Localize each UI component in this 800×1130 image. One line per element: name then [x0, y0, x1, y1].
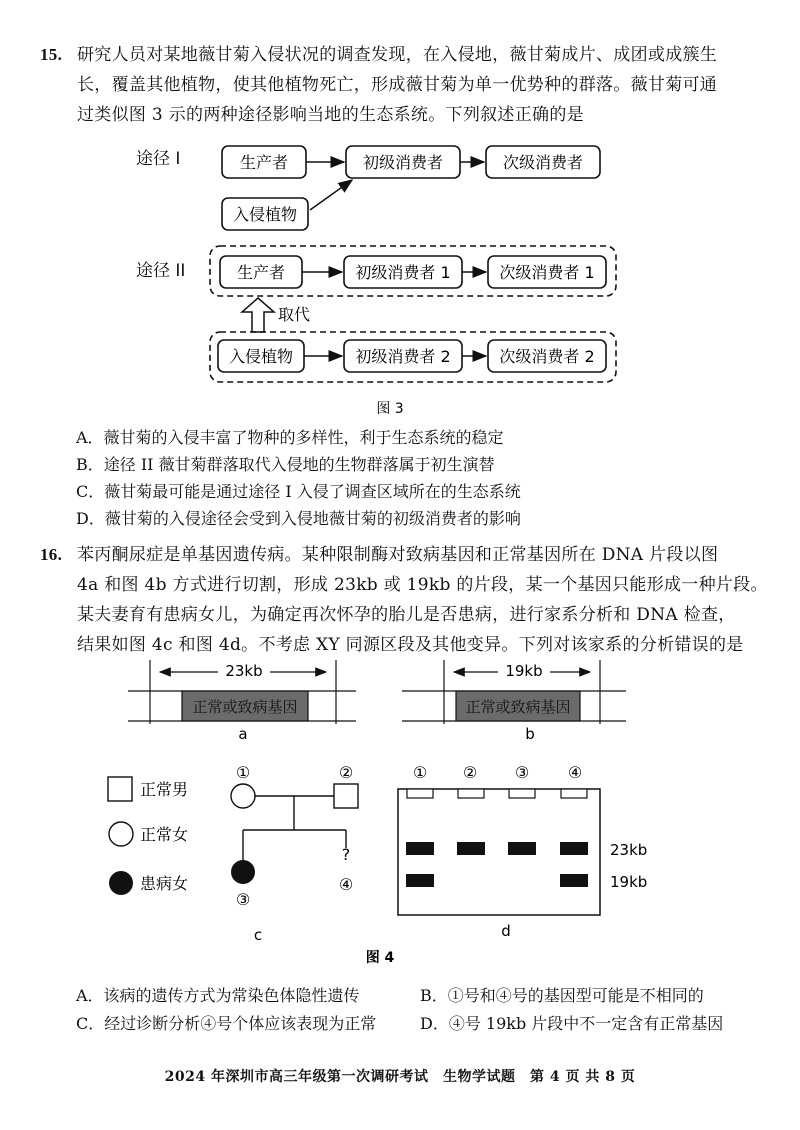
electrophoresis-d: [398, 763, 647, 940]
figure-4-caption: 图 4: [365, 950, 395, 966]
well-4: [561, 789, 587, 798]
replace-label: 取代: [278, 305, 311, 324]
pedigree-individual-3: [231, 860, 255, 884]
path1-secondary: 次级消费者: [502, 153, 584, 172]
legend-male-label: 正常男: [140, 780, 189, 799]
gene-label-a: 正常或致病基因: [192, 698, 298, 716]
pedigree-label-2: ②: [338, 763, 354, 782]
legend-affected-symbol: [109, 871, 133, 895]
path1-producer: 生产者: [239, 153, 289, 172]
path1-arrow-3: [310, 180, 352, 210]
lane-label-4: ④: [567, 763, 583, 782]
figure-4c-label: c: [253, 926, 263, 944]
figure-4d-label: d: [501, 922, 511, 940]
band-size-23kb: 23kb: [610, 841, 648, 859]
pedigree-label-4: ④: [338, 875, 354, 894]
figure-4b: [402, 660, 626, 743]
q16-line-2: 4a 和图 4b 方式进行切割，形成 23kb 或 19kb 的片段，某一个基因只能形成一种片段。: [77, 575, 768, 595]
path2-label: 途径 II: [136, 261, 186, 281]
q15-option-d: D．薇甘菊的入侵途径会受到入侵地薇甘菊的初级消费者的影响: [76, 509, 521, 528]
q16-line-3: 某夫妻育有患病女儿，为确定再次怀孕的胎儿是否患病，进行家系分析和 DNA 检查，: [77, 605, 736, 625]
q15-line-2: 长，覆盖其他植物，使其他植物死亡，形成薇甘菊为单一优势种的群落。薇甘菊可通: [77, 75, 718, 95]
q16-option-d: D．④号 19kb 片段中不一定含有正常基因: [420, 1014, 724, 1033]
figure-4a: [128, 660, 356, 743]
lane-label-2: ②: [462, 763, 478, 782]
band-size-19kb: 19kb: [610, 873, 648, 891]
band-lane3-23kb: [508, 842, 536, 855]
q16-option-a: A．该病的遗传方式为常染色体隐性遗传: [76, 986, 360, 1005]
gene-label-b: 正常或致病基因: [465, 698, 571, 716]
q15-option-c: C．薇甘菊最可能是通过途径 I 入侵了调查区域所在的生态系统: [76, 482, 521, 501]
path2-invasive: 入侵植物: [228, 347, 294, 366]
figure-4: [0, 650, 800, 970]
q15-line-3: 过类似图 3 示的两种途径影响当地的生态系统。下列叙述正确的是: [77, 105, 584, 125]
q16-number: 16.: [40, 545, 63, 564]
path2-primary2: 初级消费者 2: [355, 347, 451, 366]
figure-3: [0, 130, 800, 420]
pedigree-individual-1: [231, 784, 255, 808]
path2-producer: 生产者: [236, 263, 286, 282]
q15-number: 15.: [40, 45, 63, 64]
pedigree-unknown-mark: ?: [341, 845, 351, 864]
path2-primary1: 初级消费者 1: [355, 263, 451, 282]
lane-label-1: ①: [412, 763, 428, 782]
lane-label-3: ③: [514, 763, 530, 782]
pedigree-individual-2: [334, 784, 358, 808]
q16-line-4: 结果如图 4c 和图 4d。不考虑 XY 同源区段及其他变异。下列对该家系的分析错误的是: [77, 635, 744, 655]
band-lane1-23kb: [406, 842, 434, 855]
pedigree-legend: [108, 777, 188, 895]
legend-male-symbol: [108, 777, 132, 801]
size-label-b: 19kb: [505, 662, 543, 680]
legend-affected-label: 患病女: [140, 874, 189, 893]
path1-label: 途径 I: [136, 149, 181, 169]
figure-3-caption: 图 3: [376, 401, 404, 417]
band-lane2-23kb: [457, 842, 485, 855]
q15-line-1: 研究人员对某地薇甘菊入侵状况的调查发现，在入侵地，薇甘菊成片、成团或成簇生: [77, 45, 718, 65]
legend-female-symbol: [109, 822, 133, 846]
figure-4b-label: b: [525, 725, 535, 743]
figure-4a-label: a: [238, 725, 248, 743]
pedigree-label-3: ③: [235, 890, 251, 909]
q16-option-b: B．①号和④号的基因型可能是不相同的: [420, 986, 704, 1005]
path2-secondary1: 次级消费者 1: [499, 263, 595, 282]
well-3: [509, 789, 535, 798]
q16-line-1: 苯丙酮尿症是单基因遗传病。某种限制酶对致病基因和正常基因所在 DNA 片段以图: [77, 545, 719, 565]
path1-primary: 初级消费者: [362, 153, 444, 172]
q15-option-a: A．薇甘菊的入侵丰富了物种的多样性，利于生态系统的稳定: [76, 428, 504, 447]
band-lane4-23kb: [560, 842, 588, 855]
band-lane1-19kb: [406, 874, 434, 887]
well-1: [407, 789, 433, 798]
q16-option-c: C．经过诊断分析④号个体应该表现为正常: [76, 1014, 377, 1033]
page-footer: 2024 年深圳市高三年级第一次调研考试 生物学试题 第 4 页 共 8 页: [164, 1069, 636, 1085]
path2-secondary2: 次级消费者 2: [499, 347, 595, 366]
well-2: [458, 789, 484, 798]
band-lane4-19kb: [560, 874, 588, 887]
legend-female-label: 正常女: [140, 825, 189, 844]
replace-arrow: [242, 298, 274, 332]
q15-option-b: B．途径 II 薇甘菊群落取代入侵地的生物群落属于初生演替: [76, 455, 495, 474]
size-label-a: 23kb: [225, 662, 263, 680]
pedigree-c: [231, 763, 358, 944]
path1-invasive: 入侵植物: [232, 205, 298, 224]
pedigree-label-1: ①: [235, 763, 251, 782]
